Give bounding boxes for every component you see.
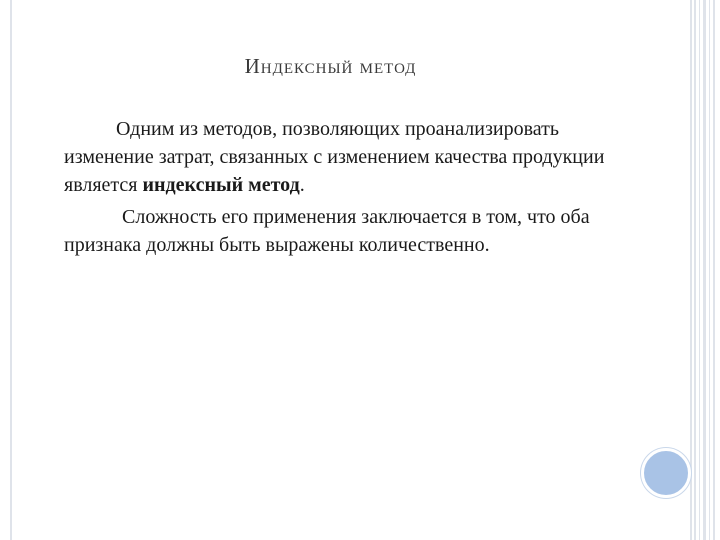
decor-stripe: [713, 0, 715, 540]
paragraph-1-text: Одним из методов, позволяющих проанализировать изменение затрат, связанных с изменением качества продукции является: [64, 118, 605, 196]
paragraph-2: Сложность его применения заключается в том, что оба признака должны быть выражены количественно.: [64, 206, 590, 256]
paragraph-1: [64, 115, 639, 199]
decor-circle-icon: [641, 448, 691, 498]
slide-body: [64, 115, 639, 259]
slide-frame: [10, 0, 692, 540]
decor-stripe: [703, 0, 706, 540]
decor-stripe: [699, 0, 700, 540]
decor-stripe: [694, 0, 696, 540]
paragraph-1-bold: индексный метод: [142, 174, 300, 196]
decor-stripe: [709, 0, 710, 540]
slide-title: [0, 54, 660, 79]
paragraph-1-end: .: [299, 174, 305, 196]
slide-title-text: Индексный метод: [244, 54, 417, 78]
